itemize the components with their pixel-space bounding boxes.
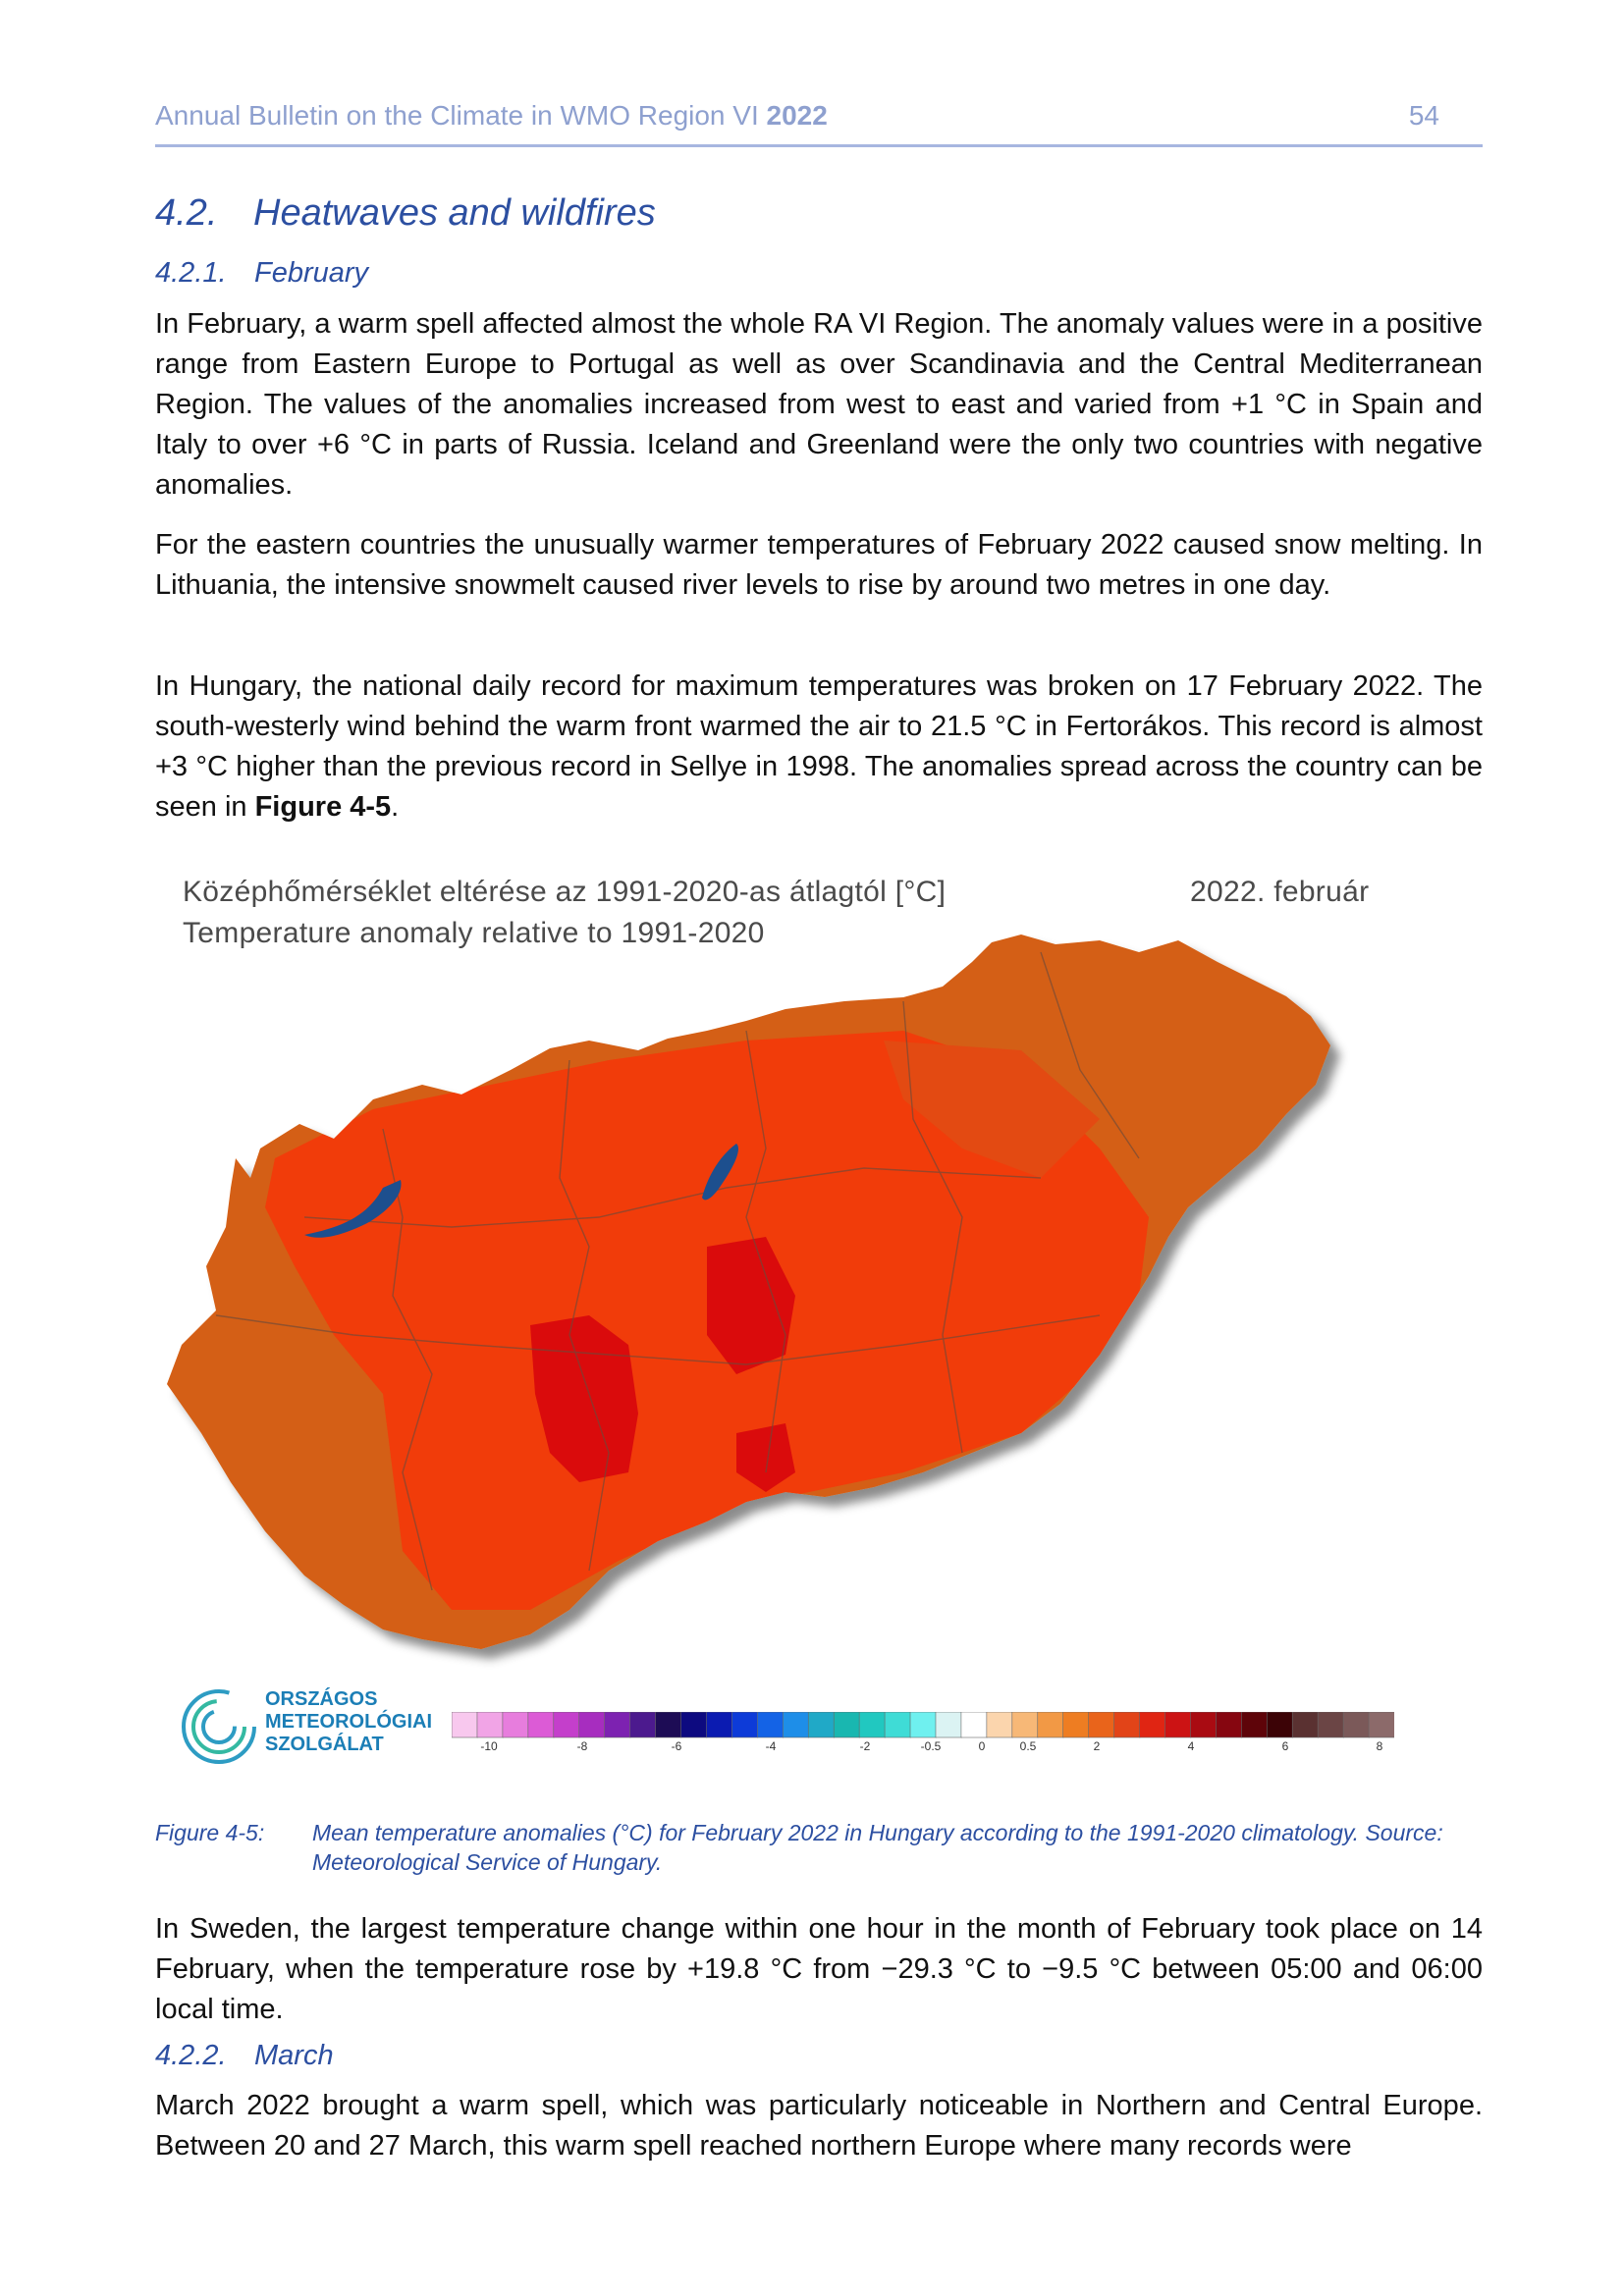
subsection-title: February	[254, 257, 369, 289]
scale-swatch	[987, 1712, 1012, 1737]
caption-text: Mean temperature anomalies (°C) for February 2022 in Hungary according to the 1991-2020 climatology. Source: Meteorological Service of Hungary.	[312, 1820, 1443, 1875]
scale-swatch	[477, 1712, 503, 1737]
scale-tick-label: 8	[1376, 1739, 1383, 1753]
scale-swatch	[605, 1712, 630, 1737]
color-scale-bar	[452, 1712, 1394, 1739]
scale-swatch	[731, 1712, 757, 1737]
scale-tick-label: 2	[1093, 1739, 1101, 1753]
caption-label: Figure 4-5:	[155, 1820, 265, 1845]
section-title: Heatwaves and wildfires	[253, 192, 656, 234]
scale-tick-label: 0.5	[1019, 1739, 1037, 1753]
figure-title-english: Temperature anomaly relative to 1991-2020	[183, 917, 765, 949]
scale-swatch	[834, 1712, 859, 1737]
scale-swatch	[859, 1712, 885, 1737]
scale-swatch	[1267, 1712, 1292, 1737]
scale-tick-label: 4	[1187, 1739, 1195, 1753]
subsection-number: 4.2.2.	[155, 2040, 227, 2071]
scale-swatch	[783, 1712, 808, 1737]
scale-swatch	[630, 1712, 656, 1737]
section-number: 4.2.	[155, 192, 218, 234]
subsection-heading-february	[155, 257, 368, 290]
logo-line-1: ORSZÁGOS	[265, 1688, 378, 1710]
scale-swatch	[1343, 1712, 1369, 1737]
scale-swatch	[1063, 1712, 1089, 1737]
scale-swatch	[1318, 1712, 1343, 1737]
paragraph-hungary-record: In Hungary, the national daily record for maximum temperatures was broken on 17 February 2022. The south-westerly wind behind the warm front warmed the air to 21.5 °C in Fertorákos. This record is almost +3 °C higher than the previous record in Sellye in 1998. The anomalies spread across the country can be seen in Figure 4-5.	[155, 670, 1483, 823]
scale-swatch	[1216, 1712, 1241, 1737]
scale-swatch	[885, 1712, 910, 1737]
scale-tick-label: -8	[576, 1739, 588, 1753]
logo-line-2: METEOROLÓGIAI	[265, 1711, 432, 1733]
scale-tick-label: -4	[765, 1739, 777, 1753]
scale-swatch	[936, 1712, 961, 1737]
figure-date: 2022. február	[1190, 876, 1370, 908]
paragraph-march: March 2022 brought a warm spell, which was particularly noticeable in Northern and Central Europe. Between 20 and 27 March, this warm spell reached northern Europe where many records were	[155, 2090, 1483, 2162]
scale-tick-label: -6	[671, 1739, 682, 1753]
omsz-logo-icon	[177, 1684, 261, 1769]
scale-swatch	[910, 1712, 936, 1737]
paragraph-snow-melting: For the eastern countries the unusually warmer temperatures of February 2022 caused snow melting. In Lithuania, the intensive snowmelt caused river levels to rise by around two metres in one day.	[155, 529, 1483, 601]
hungary-anomaly-map	[157, 923, 1404, 1708]
figure-reference[interactable]: Figure 4-5	[254, 791, 392, 823]
scale-swatch	[681, 1712, 707, 1737]
paragraph-february-overview: In February, a warm spell affected almost the whole RA VI Region. The anomaly values were in a positive range from Eastern Europe to Portugal as well as over Scandinavia and the Central Mediterranean Region. The values of the anomalies increased from west to east and varied from +1 °C in Spain and Italy to over +6 °C in parts of Russia. Iceland and Greenland were the only two countries with negative anomalies.	[155, 308, 1483, 501]
section-heading	[155, 192, 656, 235]
scale-swatch	[1241, 1712, 1267, 1737]
scale-swatch	[503, 1712, 528, 1737]
scale-swatch	[706, 1712, 731, 1737]
scale-swatch	[528, 1712, 554, 1737]
scale-swatch	[1140, 1712, 1165, 1737]
header-divider	[155, 144, 1483, 147]
subsection-title: March	[254, 2040, 334, 2071]
scale-swatch	[1369, 1712, 1394, 1737]
scale-tick-label: 6	[1281, 1739, 1289, 1753]
scale-swatch	[1190, 1712, 1216, 1737]
logo-line-3: SZOLGÁLAT	[265, 1734, 384, 1755]
scale-swatch	[1038, 1712, 1063, 1737]
figure-title-hungarian: Középhőmérséklet eltérése az 1991-2020-as átlagtól [°C]	[183, 876, 947, 908]
paragraph-sweden: In Sweden, the largest temperature change within one hour in the month of February took place on 14 February, when the temperature rose by +19.8 °C from −29.3 °C to −9.5 °C between 05:00 and 06:00 local time.	[155, 1913, 1483, 2025]
scale-swatch	[579, 1712, 605, 1737]
bulletin-title: Annual Bulletin on the Climate in WMO Region VI 2022	[155, 100, 828, 131]
scale-swatch	[1012, 1712, 1038, 1737]
scale-tick-label: -0.5	[920, 1739, 942, 1753]
scale-swatch	[656, 1712, 681, 1737]
scale-swatch	[1114, 1712, 1140, 1737]
scale-swatch	[1164, 1712, 1190, 1737]
subsection-heading-march	[155, 2040, 334, 2072]
scale-swatch	[961, 1712, 987, 1737]
scale-swatch	[452, 1712, 477, 1737]
scale-tick-label: 0	[978, 1739, 986, 1753]
scale-tick-label: -2	[859, 1739, 871, 1753]
scale-tick-label: -10	[480, 1739, 498, 1753]
bulletin-year: 2022	[766, 100, 828, 131]
page-number: 54	[1408, 100, 1439, 131]
page-header	[155, 94, 1483, 133]
subsection-number: 4.2.1.	[155, 257, 227, 289]
scale-swatch	[757, 1712, 783, 1737]
scale-swatch	[1292, 1712, 1318, 1737]
scale-swatch	[554, 1712, 579, 1737]
scale-swatch	[1089, 1712, 1114, 1737]
scale-swatch	[808, 1712, 834, 1737]
